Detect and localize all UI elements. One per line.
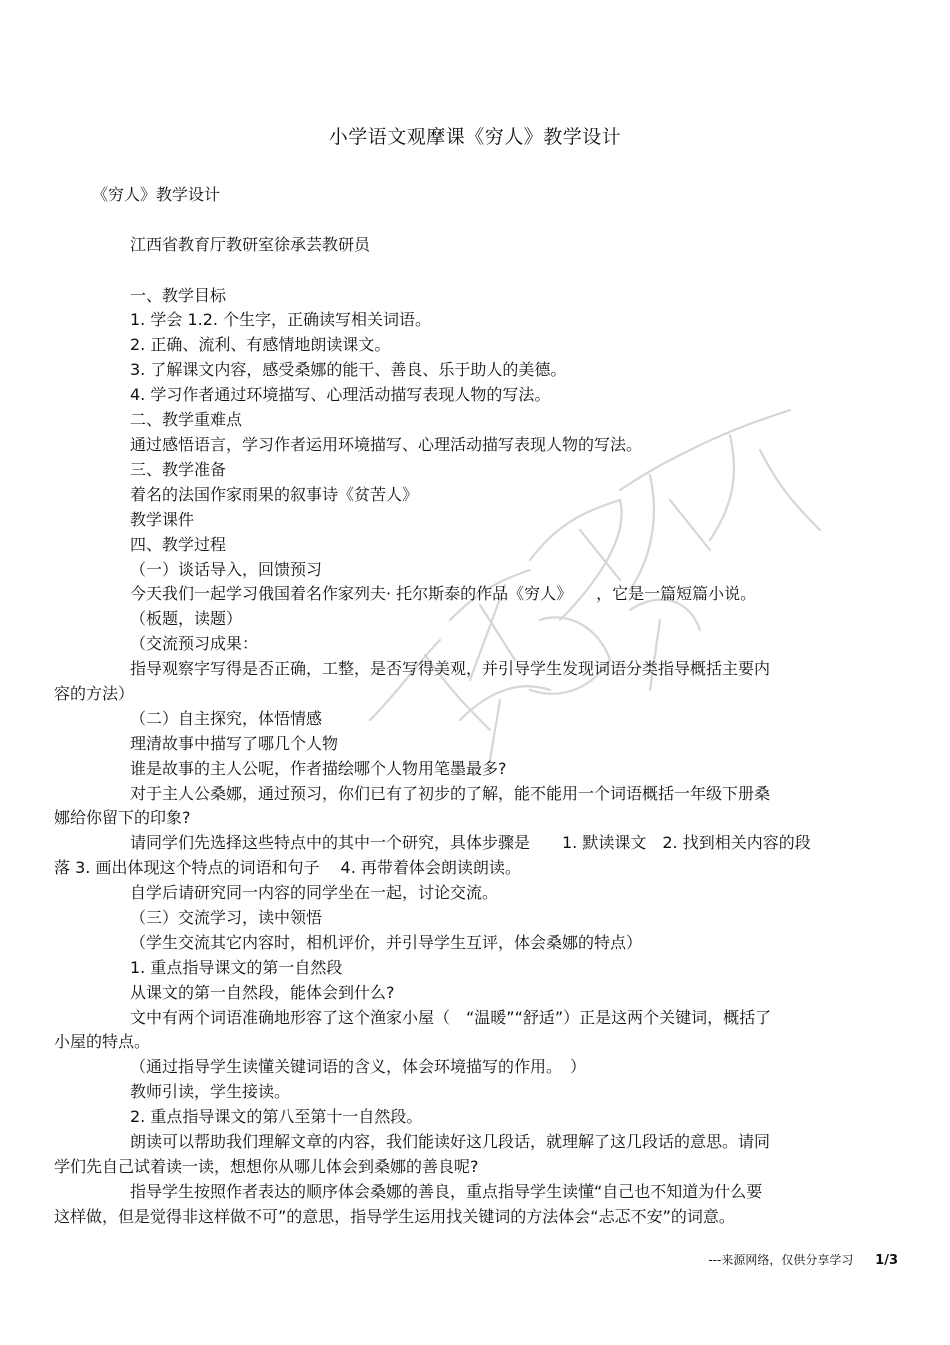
author-line: 江西省教育厅教研室徐承芸教研员 (130, 235, 371, 254)
page-number: 1/3 (875, 1253, 898, 1268)
text-line: （学生交流其它内容时，相机评价，并引导学生互评，体会桑娜的特点） (130, 933, 643, 952)
text-line: 请同学们先选择这些特点中的其中一个研究，具体步骤是 1. 默读课文 2. 找到相关内容的段 (130, 833, 811, 852)
text-line: （交流预习成果： (130, 634, 259, 653)
subsection-heading: （二）自主探究，体悟情感 (130, 709, 323, 728)
footer-source: ---来源网络，仅供分享学习 (708, 1253, 854, 1267)
text-line: 1. 学会 1.2. 个生字，正确读写相关词语。 (130, 310, 432, 329)
section-heading: 三、教学准备 (130, 460, 227, 479)
text-line: 文中有两个词语准确地形容了这个渔家小屋（ “温暖”“舒适”）正是这两个关键词，概括了 (130, 1008, 772, 1027)
text-line: 教师引读，学生接读。 (130, 1082, 291, 1101)
text-line: 指导观察字写得是否正确，工整，是否写得美观，并引导学生发现词语分类指导概括主要内 (130, 659, 771, 678)
text-line: 2. 正确、流利、有感情地朗读课文。 (130, 335, 391, 354)
document-title: 小学语文观摩课《穷人》教学设计 (328, 126, 622, 148)
text-line: 3. 了解课文内容，感受桑娜的能干、善良、乐于助人的美德。 (130, 360, 567, 379)
text-line: 理清故事中描写了哪几个人物 (130, 734, 339, 753)
page-footer (708, 1251, 898, 1268)
text-line: 落 3. 画出体现这个特点的词语和句子 4. 再带着体会朗读朗读。 (54, 858, 521, 877)
subsection-heading: （三）交流学习，读中领悟 (130, 908, 323, 927)
text-line: （通过指导学生读懂关键词语的含义，体会环境描写的作用。 ） (130, 1057, 587, 1076)
text-line: （板题，读题） (130, 609, 243, 628)
text-line: 从课文的第一自然段，能体会到什么? (130, 983, 395, 1002)
text-line: 通过感悟语言，学习作者运用环境描写、心理活动描写表现人物的写法。 (130, 435, 643, 454)
text-line: 教学课件 (130, 510, 195, 529)
text-line: 这样做，但是觉得非这样做不可”的意思，指导学生运用找关键词的方法体会“忐忑不安”的词意。 (54, 1207, 735, 1226)
text-line: 朗读可以帮助我们理解文章的内容，我们能读好这几段话，就理解了这几段话的意思。请同 (130, 1132, 771, 1151)
text-line: 谁是故事的主人公呢，作者描绘哪个人物用笔墨最多? (130, 759, 507, 778)
section-heading: 二、教学重难点 (130, 410, 243, 429)
section-heading: 一、教学目标 (130, 286, 227, 305)
doc-subtitle: 《穷人》教学设计 (92, 185, 221, 204)
text-line: 2. 重点指导课文的第八至第十一自然段。 (130, 1107, 423, 1126)
text-line: 自学后请研究同一内容的同学坐在一起，讨论交流。 (130, 883, 499, 902)
text-line: 1. 重点指导课文的第一自然段 (130, 958, 343, 977)
text-line: 小屋的特点。 (54, 1032, 151, 1051)
text-line: 着名的法国作家雨果的叙事诗《贫苦人》 (130, 485, 419, 504)
text-line: 指导学生按照作者表达的顺序体会桑娜的善良，重点指导学生读懂“自己也不知道为什么要 (130, 1182, 763, 1201)
text-line: 对于主人公桑娜，通过预习，你们已有了初步的了解，能不能用一个词语概括一年级下册桑 (130, 784, 771, 803)
section-heading: 四、教学过程 (130, 535, 227, 554)
subsection-heading: （一）谈话导入，回馈预习 (130, 560, 323, 579)
text-line: 娜给你留下的印象? (54, 808, 191, 827)
text-line: 容的方法） (54, 684, 135, 703)
text-line: 学们先自己试着读一读，想想你从哪儿体会到桑娜的善良呢? (54, 1157, 479, 1176)
text-line: 今天我们一起学习俄国着名作家列夫· 托尔斯泰的作品《穷人》 ，它是一篇短篇小说。 (130, 584, 757, 603)
text-line: 4. 学习作者通过环境描写、心理活动描写表现人物的写法。 (130, 385, 551, 404)
